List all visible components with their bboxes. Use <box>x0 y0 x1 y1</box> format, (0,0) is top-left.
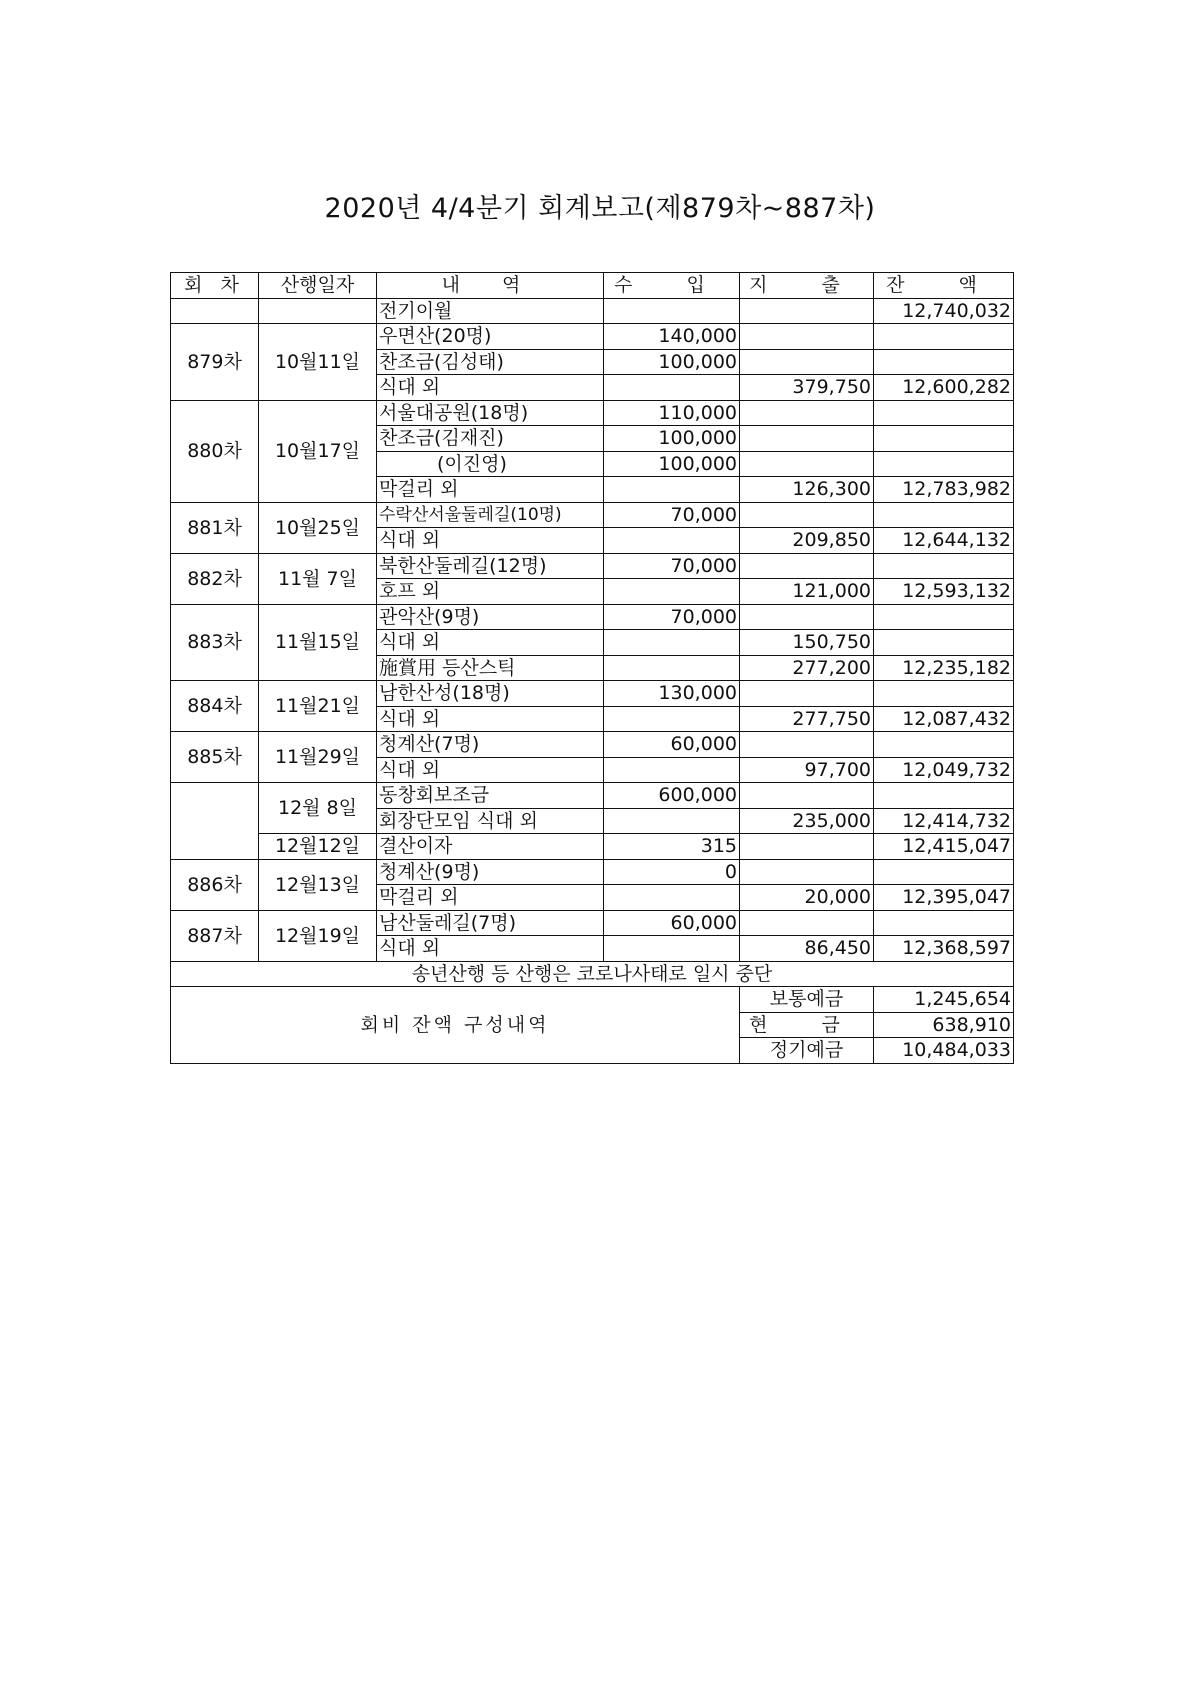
expense-cell: 277,200 <box>740 655 874 681</box>
round-cell: 881차 <box>171 502 259 553</box>
balance-cell: 12,415,047 <box>874 834 1014 860</box>
table-row <box>171 324 1014 350</box>
date-cell: 12월12일 <box>259 834 377 860</box>
desc-cell: 찬조금(김재진) <box>377 426 604 452</box>
table-row <box>171 859 1014 885</box>
income-cell <box>604 528 740 554</box>
income-cell: 100,000 <box>604 349 740 375</box>
table-row <box>171 732 1014 758</box>
date-cell: 12월 8일 <box>259 783 377 834</box>
balance-cell: 12,593,132 <box>874 579 1014 605</box>
income-cell: 60,000 <box>604 910 740 936</box>
desc-cell: 결산이자 <box>377 834 604 860</box>
income-cell <box>604 477 740 503</box>
account-name: 보통예금 <box>740 987 874 1013</box>
col-income: 수 입 <box>604 273 740 299</box>
income-cell: 70,000 <box>604 502 740 528</box>
balance-cell <box>874 400 1014 426</box>
balance-cell <box>874 502 1014 528</box>
desc-cell: 식대 외 <box>377 375 604 401</box>
round-cell: 883차 <box>171 604 259 681</box>
desc-cell: 식대 외 <box>377 936 604 962</box>
balance-cell: 12,368,597 <box>874 936 1014 962</box>
date-cell: 11월21일 <box>259 681 377 732</box>
balance-cell <box>874 859 1014 885</box>
col-round: 회 차 <box>171 273 259 299</box>
desc-cell: 북한산둘레길(12명) <box>377 553 604 579</box>
balance-cell <box>874 732 1014 758</box>
desc-cell: 식대 외 <box>377 528 604 554</box>
desc-cell: 회장단모임 식대 외 <box>377 808 604 834</box>
desc-cell: 막걸리 외 <box>377 885 604 911</box>
expense-cell <box>740 426 874 452</box>
balance-cell: 12,600,282 <box>874 375 1014 401</box>
income-cell <box>604 706 740 732</box>
report-title: 2020년 4/4분기 회계보고(제879차~887차) <box>324 193 876 224</box>
income-cell <box>604 375 740 401</box>
balance-cell: 12,644,132 <box>874 528 1014 554</box>
income-cell: 70,000 <box>604 553 740 579</box>
expense-cell: 86,450 <box>740 936 874 962</box>
round-cell: 887차 <box>171 910 259 961</box>
expense-cell: 150,750 <box>740 630 874 656</box>
balance-breakdown-label: 회비 잔액 구성내역 <box>171 987 740 1064</box>
expense-cell <box>740 502 874 528</box>
table-row <box>171 298 1014 324</box>
round-cell <box>171 783 259 860</box>
expense-cell <box>740 349 874 375</box>
desc-cell: 식대 외 <box>377 706 604 732</box>
balance-cell <box>874 349 1014 375</box>
date-cell: 12월19일 <box>259 910 377 961</box>
desc-cell: 청계산(9명) <box>377 859 604 885</box>
desc-cell: 남한산성(18명) <box>377 681 604 707</box>
account-amount: 638,910 <box>874 1012 1014 1038</box>
balance-cell <box>874 324 1014 350</box>
expense-cell <box>740 681 874 707</box>
expense-cell: 209,850 <box>740 528 874 554</box>
round-cell: 884차 <box>171 681 259 732</box>
account-name: 현 금 <box>740 1012 874 1038</box>
desc-cell: 전기이월 <box>377 298 604 324</box>
col-expense: 지 출 <box>740 273 874 299</box>
balance-cell: 12,049,732 <box>874 757 1014 783</box>
date-cell: 11월15일 <box>259 604 377 681</box>
balance-cell: 12,414,732 <box>874 808 1014 834</box>
desc-cell: 우면산(20명) <box>377 324 604 350</box>
income-cell <box>604 885 740 911</box>
expense-cell <box>740 324 874 350</box>
expense-cell <box>740 553 874 579</box>
expense-cell: 20,000 <box>740 885 874 911</box>
income-cell: 0 <box>604 859 740 885</box>
col-desc: 내 역 <box>377 273 604 299</box>
income-cell <box>604 757 740 783</box>
table-row <box>171 400 1014 426</box>
expense-cell <box>740 732 874 758</box>
date-cell: 10월11일 <box>259 324 377 401</box>
table-row <box>171 910 1014 936</box>
date-cell: 11월29일 <box>259 732 377 783</box>
round-cell: 880차 <box>171 400 259 502</box>
desc-cell: 남산둘레길(7명) <box>377 910 604 936</box>
round-cell: 885차 <box>171 732 259 783</box>
income-cell <box>604 808 740 834</box>
expense-cell: 126,300 <box>740 477 874 503</box>
expense-cell: 97,700 <box>740 757 874 783</box>
desc-cell: (이진영) <box>377 451 604 477</box>
expense-cell <box>740 834 874 860</box>
desc-cell: 식대 외 <box>377 757 604 783</box>
col-balance: 잔 액 <box>874 273 1014 299</box>
desc-cell: 동창회보조금 <box>377 783 604 809</box>
income-cell <box>604 630 740 656</box>
expense-cell: 379,750 <box>740 375 874 401</box>
col-date: 산행일자 <box>259 273 377 299</box>
income-cell: 100,000 <box>604 426 740 452</box>
balance-cell <box>874 783 1014 809</box>
desc-cell: 관악산(9명) <box>377 604 604 630</box>
balance-cell: 12,395,047 <box>874 885 1014 911</box>
date-cell: 12월13일 <box>259 859 377 910</box>
round-cell: 882차 <box>171 553 259 604</box>
table-row <box>171 553 1014 579</box>
income-cell: 60,000 <box>604 732 740 758</box>
balance-cell: 12,740,032 <box>874 298 1014 324</box>
desc-cell: 청계산(7명) <box>377 732 604 758</box>
expense-cell: 235,000 <box>740 808 874 834</box>
account-name: 정기예금 <box>740 1038 874 1064</box>
balance-cell: 12,087,432 <box>874 706 1014 732</box>
balance-cell: 12,235,182 <box>874 655 1014 681</box>
expense-cell <box>740 783 874 809</box>
expense-cell: 277,750 <box>740 706 874 732</box>
header-row <box>171 273 1014 299</box>
ledger-table <box>170 272 1014 1064</box>
desc-cell: 호프 외 <box>377 579 604 605</box>
desc-cell: 식대 외 <box>377 630 604 656</box>
table-row <box>171 834 1014 860</box>
balance-cell <box>874 426 1014 452</box>
expense-cell <box>740 910 874 936</box>
income-cell: 110,000 <box>604 400 740 426</box>
income-cell <box>604 655 740 681</box>
expense-cell <box>740 451 874 477</box>
balance-cell <box>874 910 1014 936</box>
balance-cell <box>874 553 1014 579</box>
date-cell: 10월17일 <box>259 400 377 502</box>
income-cell: 600,000 <box>604 783 740 809</box>
desc-cell: 施賞用 등산스틱 <box>377 655 604 681</box>
expense-cell <box>740 400 874 426</box>
table-row <box>171 783 1014 809</box>
table-row <box>171 604 1014 630</box>
income-cell: 100,000 <box>604 451 740 477</box>
expense-cell: 121,000 <box>740 579 874 605</box>
desc-cell: 서울대공원(18명) <box>377 400 604 426</box>
balance-cell <box>874 630 1014 656</box>
table-row <box>171 502 1014 528</box>
suspension-note: 송년산행 등 산행은 코로나사태로 일시 중단 <box>171 961 1014 987</box>
note-row <box>171 961 1014 987</box>
income-cell: 140,000 <box>604 324 740 350</box>
table-row <box>171 681 1014 707</box>
income-cell: 130,000 <box>604 681 740 707</box>
balance-cell <box>874 681 1014 707</box>
balance-cell <box>874 451 1014 477</box>
date-cell: 11월 7일 <box>259 553 377 604</box>
account-amount: 1,245,654 <box>874 987 1014 1013</box>
expense-cell <box>740 859 874 885</box>
income-cell <box>604 579 740 605</box>
balance-cell: 12,783,982 <box>874 477 1014 503</box>
summary-row <box>171 987 1014 1013</box>
desc-cell: 막걸리 외 <box>377 477 604 503</box>
income-cell <box>604 936 740 962</box>
desc-cell: 찬조금(김성태) <box>377 349 604 375</box>
desc-cell: 수락산서울둘레길(10명) <box>377 502 604 528</box>
account-amount: 10,484,033 <box>874 1038 1014 1064</box>
income-cell: 70,000 <box>604 604 740 630</box>
income-cell: 315 <box>604 834 740 860</box>
date-cell: 10월25일 <box>259 502 377 553</box>
round-cell: 879차 <box>171 324 259 401</box>
expense-cell <box>740 604 874 630</box>
round-cell: 886차 <box>171 859 259 910</box>
balance-cell <box>874 604 1014 630</box>
